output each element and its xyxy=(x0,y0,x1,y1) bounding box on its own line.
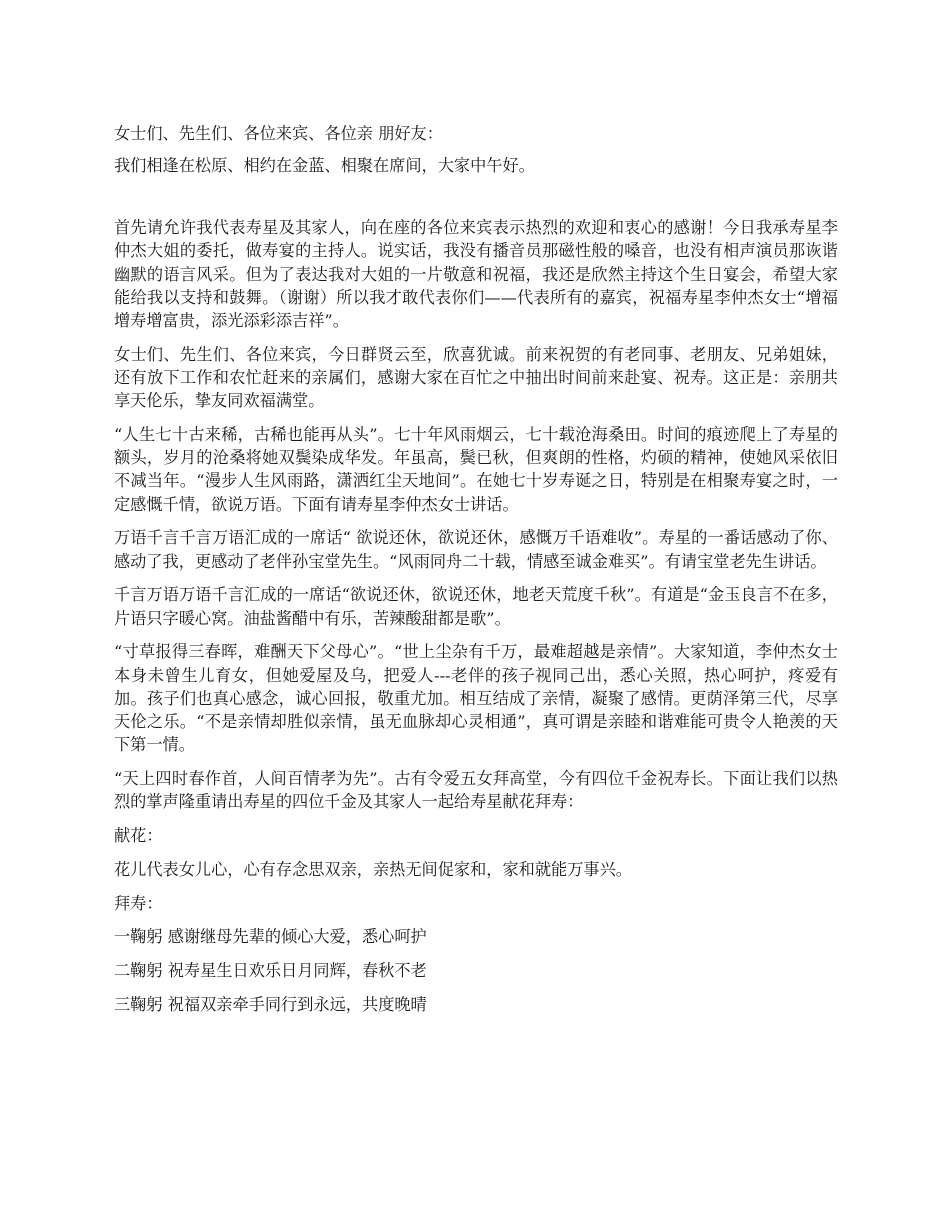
paragraph-daughters: “天上四时春作首，人间百情孝为先”。古有令爱五女拜高堂，今有四位千金祝寿长。下面让我们以热烈的掌声隆重请出寿星的四位千金及其家人一起给寿星献花拜寿： xyxy=(114,769,838,812)
flower-heading: 献花： xyxy=(114,826,163,846)
paragraph-family: “寸草报得三春晖，难酬天下父母心”。“世上尘杂有千万，最难超越是亲情”。大家知道，李仲杰女士本身未曾生儿育女，但她爱屋及乌，把爱人---老伴的孩子视同己出，悉心关照，热心呵护，疼爱有加。孩子们也真心感念，诚心回报，敬重尤加。相互结成了亲情，凝聚了感情。更荫泽第三代，尽享天伦之乐。“不是亲情却胜似亲情，虽无血脉却心灵相通”，真可谓是亲睦和谐难能可贵令人艳羡的天下第一情。 xyxy=(114,642,838,755)
bow-line-3: 三鞠躬 祝福双亲牵手同行到永远，共度晚晴 xyxy=(114,995,427,1014)
paragraph-husband-intro: 万语千言千言万语汇成的一席话“ 欲说还休，欲说还休，感慨万千语难收”。寿星的一番话感动了你、感动了我，更感动了老伴孙宝堂先生。“风雨同舟二十载，情感至诚金难买”。有请宝堂老先生讲话。 xyxy=(114,528,838,571)
paragraph-guests: 女士们、先生们、各位来宾，今日群贤云至，欣喜犹诚。前来祝贺的有老同事、老朋友、兄弟姐妹，还有放下工作和农忙赶来的亲属们，感谢大家在百忙之中抽出时间前来赴宴、祝寿。这正是：亲朋共享天伦乐，挚友同欢福满堂。 xyxy=(114,344,838,411)
flower-text: 花儿代表女儿心，心有存念思双亲，亲热无间促家和，家和就能万事兴。 xyxy=(114,859,632,879)
bow-line-2: 二鞠躬 祝寿星生日欢乐日月同辉，春秋不老 xyxy=(114,961,427,981)
intro-line: 我们相逢在松原、相约在金蓝、相聚在席间，大家中午好。 xyxy=(114,156,535,176)
paragraph-seventy: “人生七十古来稀，古稀也能再从头”。七十年风雨烟云，七十载沧海桑田。时间的痕迹爬上了寿星的额头，岁月的沧桑将她双鬓染成华发。年虽高，鬓已秋，但爽朗的性格，灼硕的精神，使她风采依旧不减当年。“漫步人生风雨路，潇洒红尘天地间”。在她七十岁寿诞之日，特别是在相聚寿宴之时，一定感慨千情，欲说万语。下面有请寿星李仲杰女士讲话。 xyxy=(114,425,838,514)
paragraph-husband-speech: 千言万语万语千言汇成的一席话“欲说还休，欲说还休，地老天荒度千秋”。有道是“金玉良言不在多，片语只字暖心窝。油盐酱醋中有乐，苦辣酸甜都是歌”。 xyxy=(114,585,838,628)
greeting-line: 女士们、先生们、各位来宾、各位亲 朋好友： xyxy=(114,124,443,143)
section-gap xyxy=(114,188,838,216)
document-page xyxy=(114,122,838,1027)
bow-heading: 拜寿： xyxy=(114,893,163,913)
paragraph-welcome: 首先请允许我代表寿星及其家人，向在座的各位来宾表示热烈的欢迎和衷心的感谢！今日我承寿星李仲杰大姐的委托，做寿宴的主持人。说实话，我没有播音员那磁性般的嗓音，也没有相声演员那诙谐幽默的语言风采。但为了表达我对大姐的一片敬意和祝福，我还是欣然主持这个生日宴会，希望大家能给我以支持和鼓舞。（谢谢）所以我才敢代表你们——代表所有的嘉宾，祝福寿星李仲杰女士“增福增寿增富贵，添光添彩添吉祥”。 xyxy=(114,218,838,330)
bow-line-1: 一鞠躬 感谢继母先辈的倾心大爱，悉心呵护 xyxy=(114,927,427,947)
